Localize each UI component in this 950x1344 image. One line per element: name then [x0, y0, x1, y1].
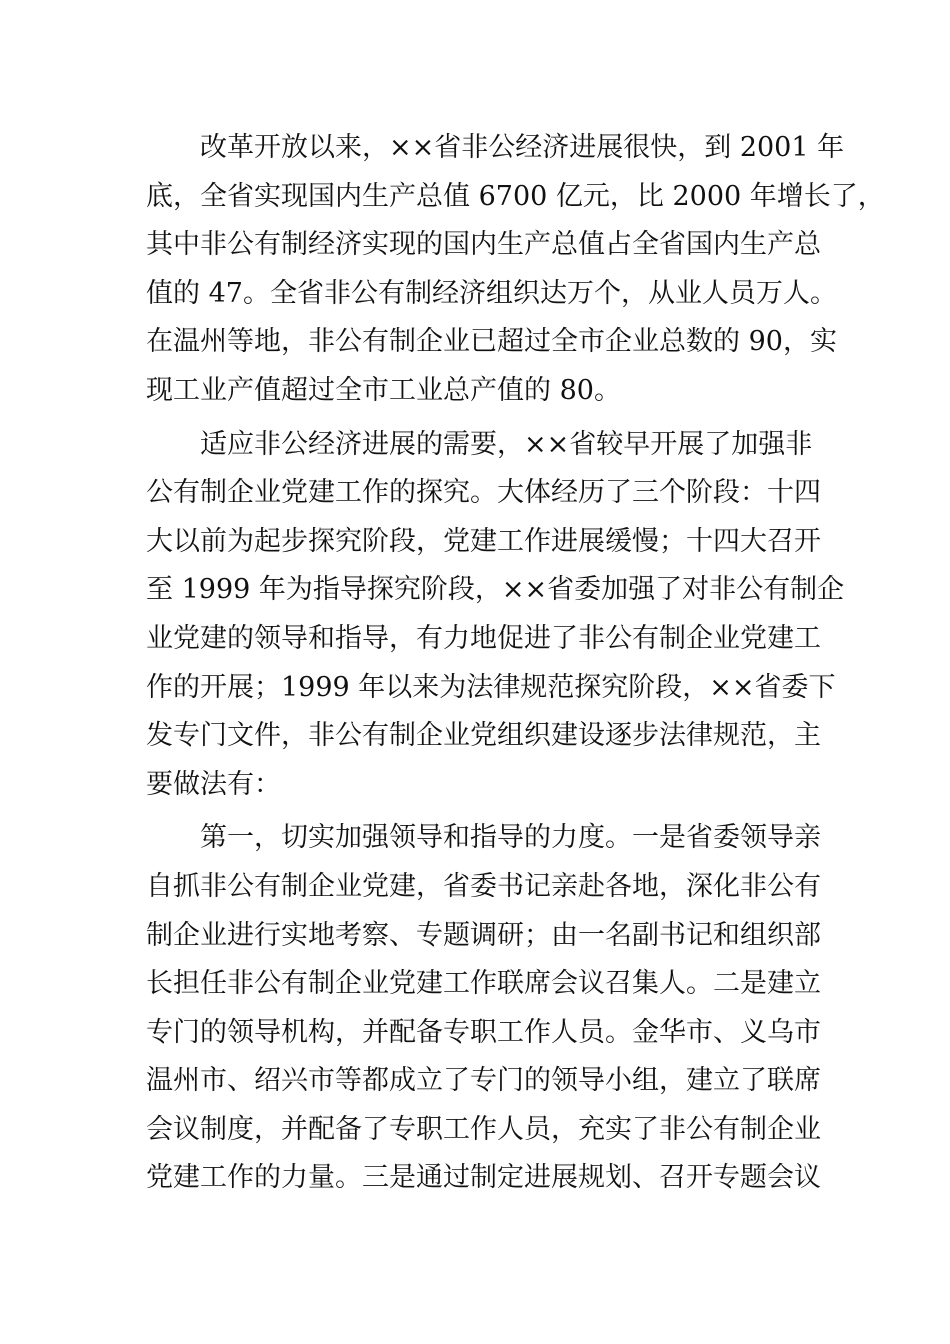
text-line: 其中非公有制经济实现的国内生产总值占全省国内生产总	[146, 229, 821, 261]
text-line: 要做法有：	[146, 768, 281, 800]
text-line: 公有制企业党建工作的探究。大体经历了三个阶段：十四	[146, 477, 821, 509]
text-line: 改革开放以来，××省非公经济进展很快，到 2001 年	[200, 132, 845, 163]
text-line: 长担任非公有制企业党建工作联席会议召集人。二是建立	[146, 968, 821, 1000]
text-line: 至 1999 年为指导探究阶段，××省委加强了对非公有制企	[146, 574, 845, 606]
paragraph-2	[146, 421, 845, 810]
text-line: 党建工作的力量。三是通过制定进展规划、召开专题会议	[146, 1162, 821, 1194]
text-line: 专门的领导机构，并配备专职工作人员。金华市、义乌市	[146, 1016, 821, 1048]
text-line: 现工业产值超过全市工业总产值的 80。	[146, 374, 621, 406]
text-line: 作的开展；1999 年以来为法律规范探究阶段，××省委下	[146, 671, 836, 703]
text-line: 发专门文件，非公有制企业党组织建设逐步法律规范，主	[146, 720, 821, 752]
paragraph-1	[146, 124, 885, 416]
text-line: 制企业进行实地考察、专题调研；由一名副书记和组织部	[146, 919, 821, 951]
text-line: 第一，切实加强领导和指导的力度。一是省委领导亲	[200, 822, 821, 854]
text-line: 值的 47。全省非公有制经济组织达万个，从业人员万人。	[146, 277, 837, 309]
text-line: 适应非公经济进展的需要，××省较早开展了加强非	[200, 428, 813, 460]
text-line: 大以前为起步探究阶段，党建工作进展缓慢；十四大召开	[146, 525, 821, 557]
text-line: 自抓非公有制企业党建，省委书记亲赴各地，深化非公有	[146, 870, 821, 902]
text-line: 底，全省实现国内生产总值 6700 亿元，比 2000 年增长了，	[146, 180, 885, 212]
text-line: 业党建的领导和指导，有力地促进了非公有制企业党建工	[146, 622, 821, 654]
paragraph-3	[146, 814, 821, 1203]
text-line: 在温州等地，非公有制企业已超过全市企业总数的 90，实	[146, 326, 837, 358]
text-line: 温州市、绍兴市等都成立了专门的领导小组，建立了联席	[146, 1065, 821, 1097]
document-page	[146, 124, 885, 1208]
text-line: 会议制度，并配备了专职工作人员，充实了非公有制企业	[146, 1113, 821, 1145]
